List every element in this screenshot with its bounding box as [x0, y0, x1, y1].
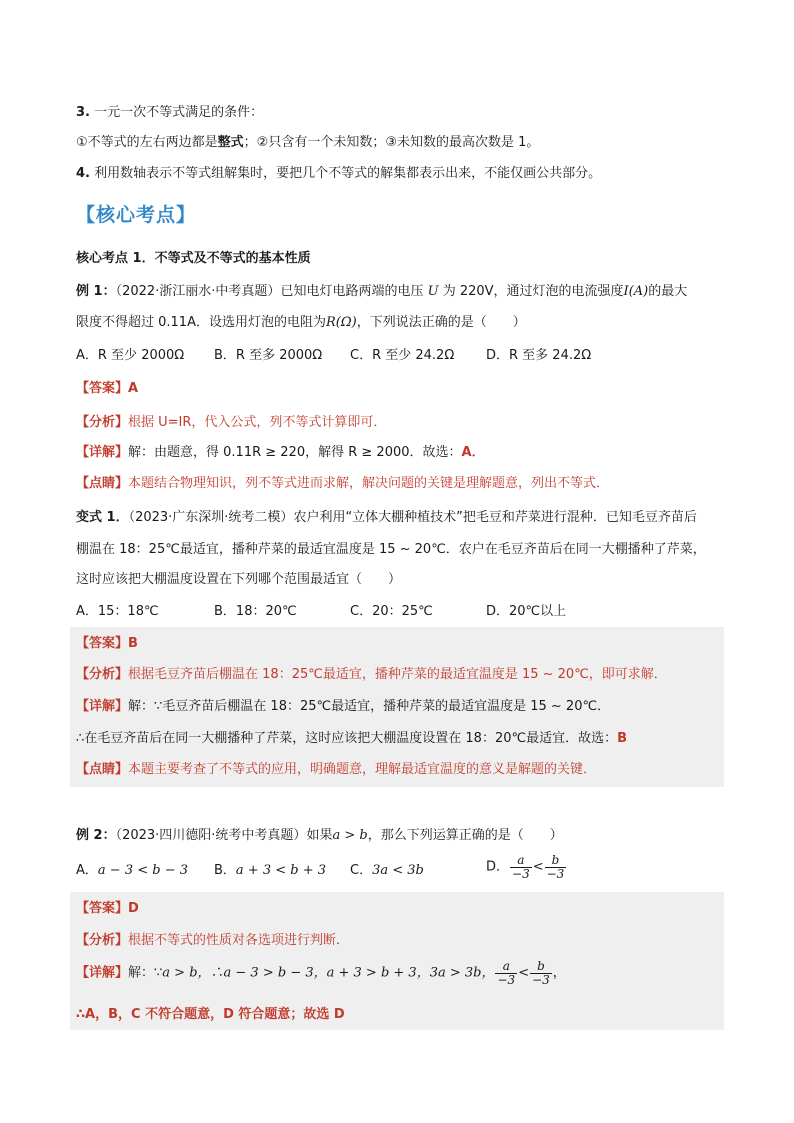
example-1-text: ，下列说法正确的是（ ）	[356, 315, 526, 330]
example-1-option-a: A．R 至少 2000Ω	[76, 348, 185, 363]
example-2-answer	[76, 900, 139, 918]
rule-3	[76, 104, 263, 122]
current-symbol: I(A)	[623, 284, 649, 299]
answer-value: B	[128, 636, 138, 651]
example-1-option-b: B．R 至多 2000Ω	[214, 348, 323, 363]
section-heading: 【核心考点】	[76, 204, 197, 226]
example-2-source: （2023·四川德阳·统考中考真题）	[115, 828, 307, 843]
answer-value: D	[128, 901, 139, 916]
option-expression: 3a < 3b	[372, 863, 424, 878]
comment-tag: 【点睛】	[76, 762, 129, 777]
fraction-numerator: b	[545, 854, 567, 868]
fraction-numerator: b	[530, 960, 552, 974]
detail-expression: a > b，∴a − 3 > b − 3，a + 3 > b + 3，3a > 3b，	[162, 965, 495, 981]
option-expression: a + 3 < b + 3	[235, 863, 327, 878]
less-than-sign: <	[532, 859, 544, 875]
rule-3-text: 一元一次不等式满足的条件：	[94, 105, 264, 120]
option-label: B．	[214, 863, 236, 878]
option-label: D．	[486, 859, 510, 875]
variant-1-detail-conclusion	[76, 730, 627, 748]
example-1-analysis	[76, 414, 386, 432]
example-1-question-line-2	[76, 314, 526, 332]
example-2-question	[76, 827, 563, 845]
detail-text: 解：∵毛豆齐苗后棚温在 18：25℃最适宜，播种芹菜的最适宜温度是 15 ~ 20℃．	[128, 699, 611, 714]
answer-tag: 【答案】	[76, 901, 129, 916]
analysis-text: 根据 U=IR，代入公式，列不等式计算即可．	[128, 415, 387, 430]
example-1-answer	[76, 380, 138, 398]
example-2-detail	[76, 960, 566, 992]
analysis-tag: 【分析】	[76, 933, 129, 948]
example-1-text: 的最大	[648, 284, 688, 299]
variant-1-analysis	[76, 666, 667, 684]
comment-text: 本题结合物理知识，列不等式进而求解，解决问题的关键是理解题意，列出不等式．	[128, 476, 610, 491]
detail-text: 解：由题意，得 0.11R ≥ 220，解得 R ≥ 2000．故选：	[128, 445, 462, 460]
comment-text: 本题主要考查了不等式的应用，明确题意，理解最适宜温度的意义是解题的关键．	[128, 762, 597, 777]
fraction-numerator: a	[495, 960, 517, 974]
rule-3-detail-part2: ；②只含有一个未知数；③未知数的最高次数是 1。	[243, 135, 540, 150]
analysis-text: 根据不等式的性质对各选项进行判断．	[128, 933, 350, 948]
fraction-denominator: −3	[512, 867, 530, 881]
variant-1-text: 农户利用“立体大棚种植技术”把毛豆和芹菜进行混种．已知毛豆齐苗后	[293, 510, 697, 525]
example-1-option-c: C．R 至少 24.2Ω	[350, 348, 455, 363]
example-2-analysis	[76, 932, 349, 950]
example-1-option-d: D．R 至多 24.2Ω	[486, 348, 592, 363]
example-1-detail	[76, 444, 485, 462]
comma: ，	[552, 965, 566, 981]
example-1-text: 为 220V，通过灯泡的电流强度	[442, 284, 624, 299]
variant-1-source: （2023·广东深圳·统考二模）	[128, 510, 294, 525]
variant-1-option-b: B．18：20℃	[214, 604, 297, 619]
voltage-symbol: U	[427, 284, 439, 299]
answer-value: A	[128, 381, 139, 396]
variant-1-question-line-3	[76, 571, 401, 589]
answer-tag: 【答案】	[76, 636, 129, 651]
variant-1-option-a: A．15：18℃	[76, 604, 159, 619]
fraction-numerator: a	[510, 854, 532, 868]
rule-3-detail-bold: 整式	[217, 135, 244, 150]
detail-text: 解：∵	[128, 965, 163, 981]
fraction-denominator: −3	[532, 973, 550, 987]
example-2-option-c	[350, 862, 424, 880]
rule-4-number: 4.	[76, 166, 90, 181]
variant-1-option-c: C．20：25℃	[350, 604, 433, 619]
detail-text: ∴在毛豆齐苗后在同一大棚播种了芹菜，这时应该把大棚温度设置在 18：20℃最适宜．故选：	[76, 731, 618, 746]
option-expression: a − 3 < b − 3	[97, 863, 188, 878]
option-label: A．	[76, 863, 98, 878]
resistance-symbol: R(Ω)	[325, 315, 357, 330]
example-1-text: 限度不得超过 0.11A．设选用灯泡的电阻为	[76, 315, 326, 330]
rule-3-detail-part1: ①不等式的左右两边都是	[76, 135, 218, 150]
fraction-b	[545, 854, 567, 881]
example-2-conclusion: ∴A，B，C 不符合题意，D 符合题意；故选 D	[76, 1007, 345, 1022]
detail-answer: A．	[461, 445, 485, 460]
key-point-title: 核心考点 1．不等式及不等式的基本性质	[76, 251, 311, 266]
example-1-question-line-1	[76, 283, 687, 301]
fraction-b	[530, 960, 552, 987]
example-1-comment	[76, 475, 609, 493]
variant-1-answer	[76, 635, 138, 653]
example-2-option-b	[214, 862, 326, 880]
example-2-label: 例 2：	[76, 828, 116, 843]
analysis-tag: 【分析】	[76, 667, 129, 682]
analysis-text: 根据毛豆齐苗后棚温在 18：25℃最适宜，播种芹菜的最适宜温度是 15 ~ 20℃，即可求解．	[128, 667, 667, 682]
example-2-options	[76, 853, 716, 886]
fraction-denominator: −3	[546, 867, 565, 881]
rule-3-detail	[76, 134, 539, 152]
variant-1-text: 棚温在 18：25℃最适宜，播种芹菜的最适宜温度是 15 ~ 20℃．农户在毛豆齐苗后在同一大棚播种了芹菜，	[76, 542, 706, 557]
example-2-text: 如果	[306, 828, 333, 843]
answer-tag: 【答案】	[76, 381, 129, 396]
variant-1-detail	[76, 698, 610, 716]
fraction-a	[510, 854, 532, 881]
variant-1-text: 这时应该把大棚温度设置在下列哪个范围最适宜（ ）	[76, 572, 402, 587]
detail-tag: 【详解】	[76, 699, 129, 714]
example-2-option-a	[76, 862, 188, 880]
variant-1-question-line-1	[76, 509, 697, 527]
example-2-condition: a > b	[332, 828, 368, 843]
detail-answer: B	[617, 731, 628, 746]
comment-tag: 【点睛】	[76, 476, 129, 491]
variant-1-option-d: D．20℃以上	[486, 604, 567, 619]
option-label: C．	[350, 863, 373, 878]
variant-1-label: 变式 1．	[76, 510, 129, 525]
example-1-label: 例 1：	[76, 284, 116, 299]
rule-4	[76, 165, 601, 183]
less-than-sign: <	[518, 965, 530, 981]
example-2-text: ，那么下列运算正确的是（ ）	[367, 828, 563, 843]
fraction-denominator: −3	[497, 973, 516, 987]
example-1-text: 已知电灯电路两端的电压	[280, 284, 424, 299]
example-2-option-d	[486, 854, 567, 881]
fraction-a	[495, 960, 517, 987]
variant-1-question-line-2	[76, 541, 706, 559]
analysis-tag: 【分析】	[76, 415, 129, 430]
detail-tag: 【详解】	[76, 965, 129, 981]
rule-4-text: 利用数轴表示不等式组解集时，要把几个不等式的解集都表示出来，不能仅画公共部分。	[94, 166, 602, 181]
detail-tag: 【详解】	[76, 445, 129, 460]
rule-3-number: 3.	[76, 105, 90, 120]
example-1-source: （2022·浙江丽水·中考真题）	[115, 284, 281, 299]
variant-1-comment	[76, 761, 596, 779]
